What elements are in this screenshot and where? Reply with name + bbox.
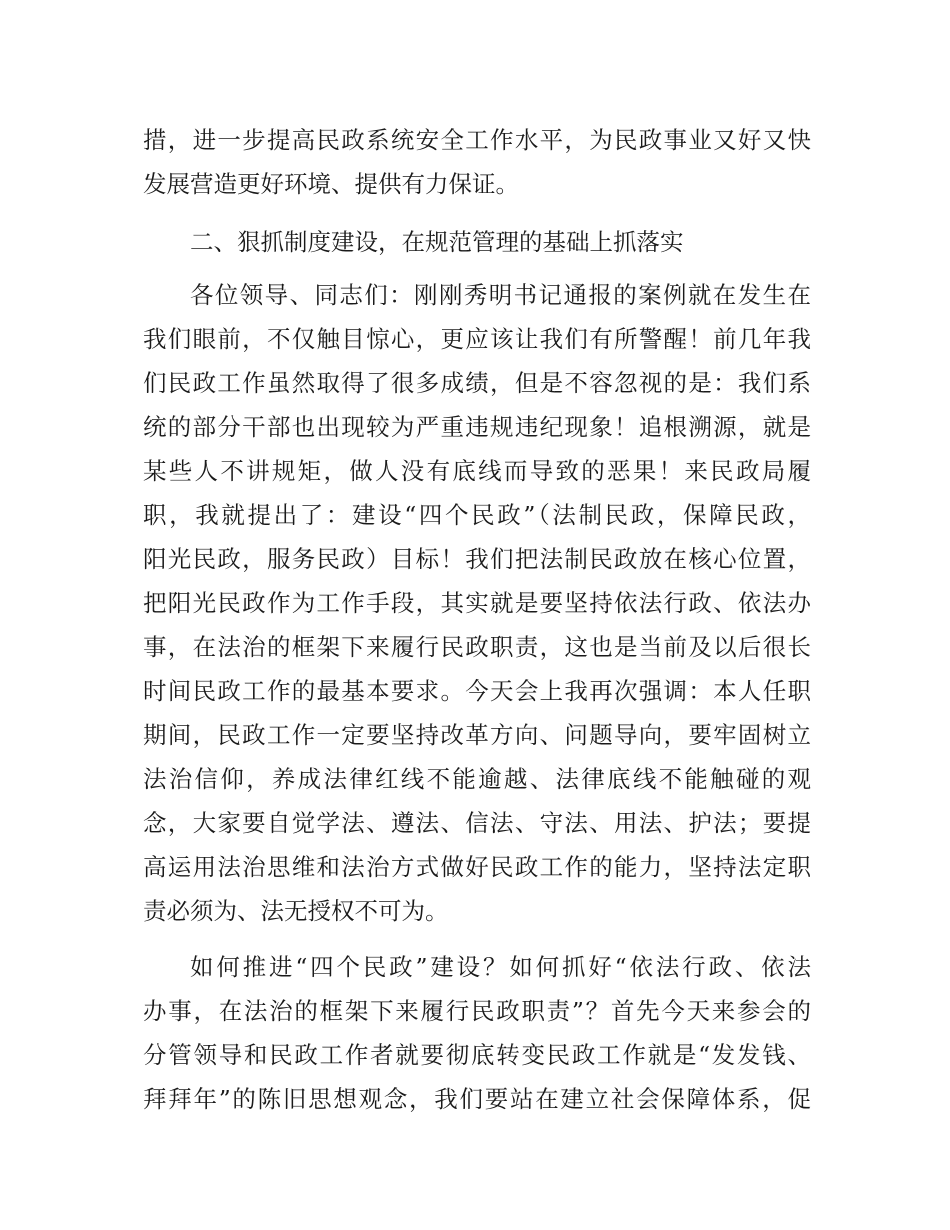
text-line: 职，我就提出了：建设“四个民政”（法制民政，保障民政， xyxy=(143,501,811,529)
text-line: 分管领导和民政工作者就要彻底转变民政工作就是“发发钱、 xyxy=(143,1041,811,1069)
document-body xyxy=(143,118,811,1121)
paragraph-continuation xyxy=(143,118,811,206)
text-line: 如何推进“四个民政”建设？如何抓好“依法行政、依法 xyxy=(190,953,811,981)
paragraph xyxy=(143,945,811,1121)
text-line: 办事，在法治的框架下来履行民政职责”？首先今天来参会的 xyxy=(143,997,811,1025)
heading-text: 二、狠抓制度建设，在规范管理的基础上抓落实 xyxy=(190,228,684,256)
text-line: 拜拜年”的陈旧思想观念，我们要站在建立社会保障体系，促 xyxy=(143,1085,811,1113)
text-line: 念，大家要自觉学法、遵法、信法、守法、用法、护法；要提 xyxy=(143,809,811,837)
text-line: 发展营造更好环境、提供有力保证。 xyxy=(143,170,519,198)
text-line: 统的部分干部也出现较为严重违规违纪现象！追根溯源，就是 xyxy=(143,413,811,441)
text-line: 责必须为、法无授权不可为。 xyxy=(143,897,449,925)
text-line: 们民政工作虽然取得了很多成绩，但是不容忽视的是：我们系 xyxy=(143,369,811,397)
text-line: 事，在法治的框架下来履行民政职责，这也是当前及以后很长 xyxy=(143,633,811,661)
paragraph xyxy=(143,273,811,933)
text-line: 时间民政工作的最基本要求。今天会上我再次强调：本人任职 xyxy=(143,677,811,705)
text-line: 我们眼前，不仅触目惊心，更应该让我们有所警醒！前几年我 xyxy=(143,325,811,353)
text-line: 把阳光民政作为工作手段，其实就是要坚持依法行政、依法办 xyxy=(143,589,811,617)
text-line: 高运用法治思维和法治方式做好民政工作的能力，坚持法定职 xyxy=(143,853,811,881)
section-heading xyxy=(143,220,811,264)
text-line: 措，进一步提高民政系统安全工作水平，为民政事业又好又快 xyxy=(143,126,811,154)
text-line: 法治信仰，养成法律红线不能逾越、法律底线不能触碰的观 xyxy=(143,765,811,793)
text-line: 某些人不讲规矩，做人没有底线而导致的恶果！来民政局履 xyxy=(143,457,811,485)
text-line: 期间，民政工作一定要坚持改革方向、问题导向，要牢固树立 xyxy=(143,721,811,749)
text-line: 各位领导、同志们：刚刚秀明书记通报的案例就在发生在 xyxy=(190,281,811,309)
text-line: 阳光民政，服务民政）目标！我们把法制民政放在核心位置， xyxy=(143,545,811,573)
